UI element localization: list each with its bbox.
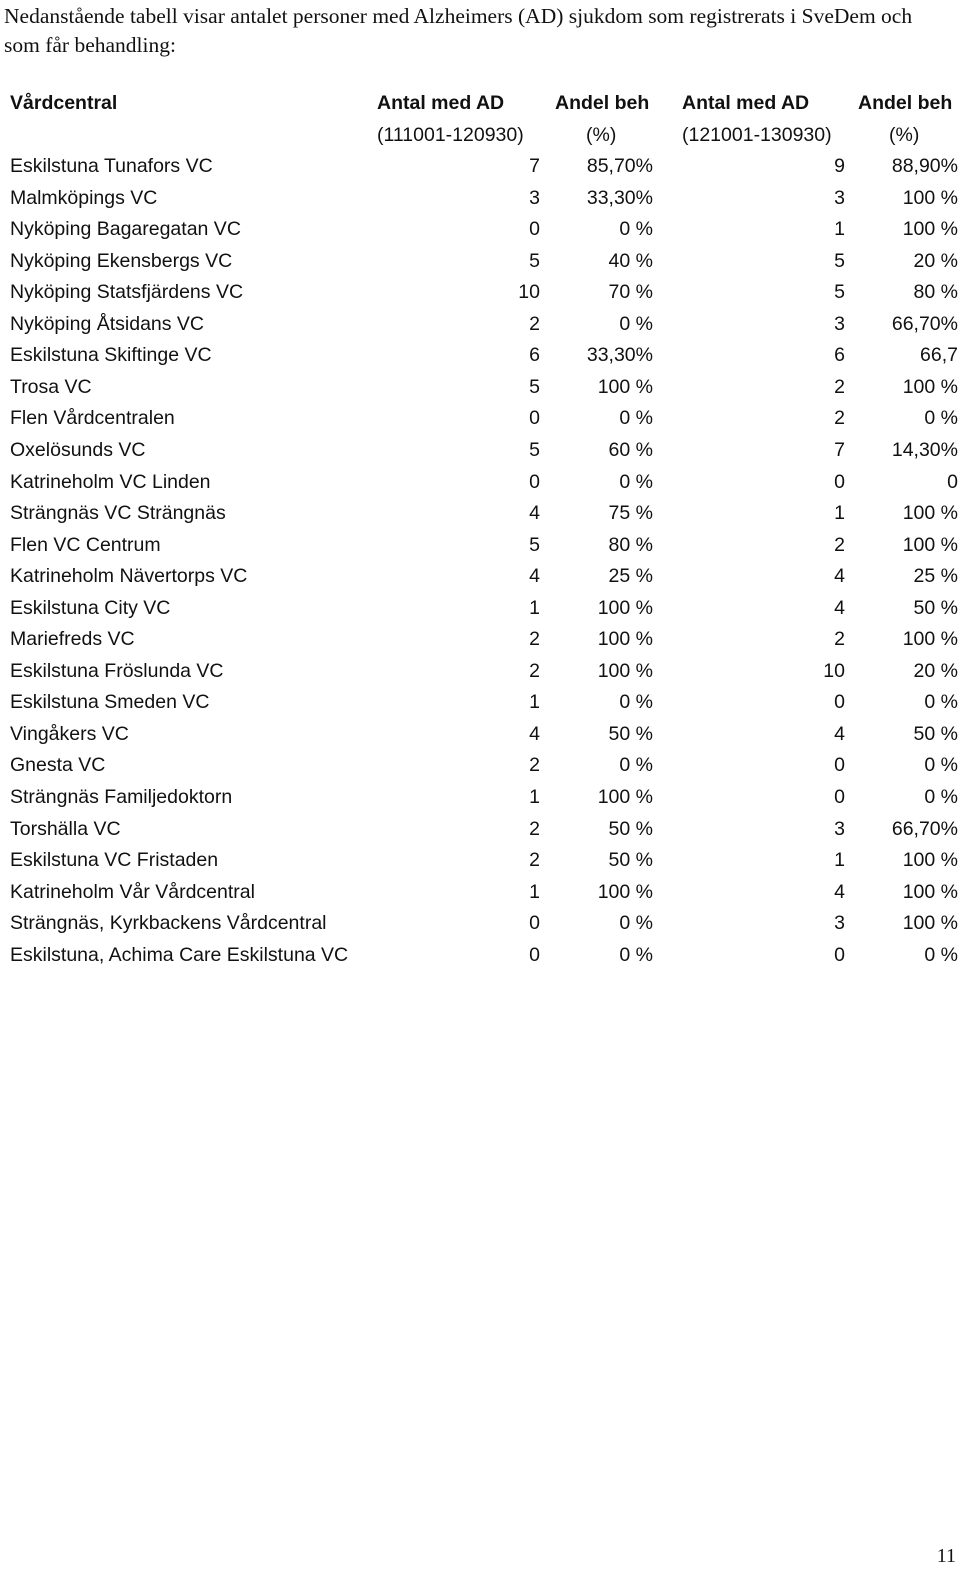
table-row (0, 151, 960, 183)
cell-antal-period-2: 4 (834, 880, 845, 903)
cell-antal-period-1: 4 (529, 565, 540, 588)
cell-andel-period-1: 0 % (619, 943, 653, 966)
cell-antal-period-1: 7 (529, 155, 540, 178)
table-row (0, 277, 960, 309)
table-row (0, 750, 960, 782)
cell-andel-period-2: 0 % (924, 691, 958, 714)
table-row (0, 845, 960, 877)
cell-antal-period-1: 0 (529, 218, 540, 241)
table-row (0, 561, 960, 593)
cell-vardcentral: Gnesta VC (10, 754, 106, 777)
cell-andel-period-1: 100 % (597, 659, 653, 682)
cell-antal-period-1: 5 (529, 375, 540, 398)
cell-andel-period-2: 0 % (924, 943, 958, 966)
cell-andel-period-2: 100 % (902, 218, 958, 241)
cell-vardcentral: Trosa VC (10, 375, 92, 398)
cell-andel-period-1: 60 % (608, 439, 653, 462)
cell-antal-period-2: 1 (834, 218, 845, 241)
cell-antal-period-2: 7 (834, 439, 845, 462)
cell-antal-period-1: 10 (518, 281, 540, 304)
cell-antal-period-2: 0 (834, 691, 845, 714)
cell-antal-period-1: 1 (529, 691, 540, 714)
subheader-period-2: (121001-130930) (682, 123, 832, 146)
cell-vardcentral: Nyköping Åtsidans VC (10, 312, 205, 335)
cell-andel-period-2: 80 % (913, 281, 958, 304)
cell-andel-period-1: 0 % (619, 470, 653, 493)
cell-antal-period-1: 1 (529, 786, 540, 809)
header-antal-period-2: Antal med AD (682, 92, 810, 114)
header-vardcentral: Vårdcentral (10, 92, 118, 114)
cell-andel-period-2: 88,90% (891, 155, 958, 178)
cell-antal-period-2: 5 (834, 249, 845, 272)
header-antal-period-1: Antal med AD (377, 92, 505, 114)
table-row (0, 656, 960, 688)
cell-antal-period-2: 4 (834, 565, 845, 588)
cell-andel-period-1: 80 % (608, 533, 653, 556)
cell-antal-period-2: 1 (834, 849, 845, 872)
cell-antal-period-1: 5 (529, 439, 540, 462)
table-row (0, 214, 960, 246)
cell-andel-period-1: 0 % (619, 407, 653, 430)
cell-andel-period-1: 50 % (608, 722, 653, 745)
cell-andel-period-1: 33,30% (586, 186, 653, 209)
cell-andel-period-1: 70 % (608, 281, 653, 304)
cell-vardcentral: Strängnäs Familjedoktorn (10, 786, 233, 809)
cell-vardcentral: Eskilstuna VC Fristaden (10, 849, 219, 872)
cell-antal-period-1: 1 (529, 596, 540, 619)
cell-andel-period-2: 100 % (902, 849, 958, 872)
cell-andel-period-1: 33,30% (586, 344, 653, 367)
table-body (0, 151, 960, 971)
table-subheader-row (0, 120, 960, 152)
cell-vardcentral: Eskilstuna, Achima Care Eskilstuna VC (10, 943, 349, 966)
cell-vardcentral: Flen VC Centrum (10, 533, 161, 556)
cell-andel-period-2: 100 % (902, 186, 958, 209)
cell-vardcentral: Katrineholm Vår Vårdcentral (10, 880, 255, 903)
cell-andel-period-1: 50 % (608, 849, 653, 872)
cell-antal-period-2: 2 (834, 375, 845, 398)
cell-andel-period-2: 50 % (913, 722, 958, 745)
table-row (0, 814, 960, 846)
table-row (0, 530, 960, 562)
cell-antal-period-1: 4 (529, 722, 540, 745)
cell-andel-period-1: 0 % (619, 312, 653, 335)
cell-vardcentral: Flen Vårdcentralen (10, 407, 175, 430)
cell-antal-period-2: 4 (834, 596, 845, 619)
cell-antal-period-1: 0 (529, 407, 540, 430)
table-row (0, 940, 960, 972)
cell-vardcentral: Katrineholm Nävertorps VC (10, 565, 248, 588)
cell-antal-period-1: 0 (529, 470, 540, 493)
cell-vardcentral: Eskilstuna City VC (10, 596, 171, 619)
table-row (0, 246, 960, 278)
cell-andel-period-1: 100 % (597, 880, 653, 903)
table-row (0, 183, 960, 215)
cell-antal-period-1: 3 (529, 186, 540, 209)
cell-andel-period-2: 0 % (924, 786, 958, 809)
cell-andel-period-1: 75 % (608, 502, 653, 525)
cell-andel-period-2: 100 % (902, 880, 958, 903)
cell-antal-period-2: 5 (834, 281, 845, 304)
cell-vardcentral: Strängnäs, Kyrkbackens Vårdcentral (10, 912, 327, 935)
cell-antal-period-1: 2 (529, 628, 540, 651)
subheader-percent-1: (%) (586, 123, 617, 146)
cell-vardcentral: Eskilstuna Fröslunda VC (10, 659, 224, 682)
cell-andel-period-1: 85,70% (586, 155, 653, 178)
cell-antal-period-1: 0 (529, 943, 540, 966)
cell-andel-period-2: 100 % (902, 502, 958, 525)
header-andel-period-1: Andel beh (555, 92, 650, 114)
cell-vardcentral: Eskilstuna Skiftinge VC (10, 344, 212, 367)
cell-antal-period-2: 2 (834, 628, 845, 651)
table-row (0, 498, 960, 530)
cell-antal-period-1: 2 (529, 754, 540, 777)
cell-antal-period-2: 6 (834, 344, 845, 367)
table-row (0, 403, 960, 435)
cell-andel-period-2: 100 % (902, 375, 958, 398)
cell-antal-period-2: 0 (834, 786, 845, 809)
table-row (0, 624, 960, 656)
cell-vardcentral: Nyköping Statsfjärdens VC (10, 281, 244, 304)
cell-antal-period-1: 4 (529, 502, 540, 525)
cell-antal-period-2: 4 (834, 722, 845, 745)
table-row (0, 687, 960, 719)
page-number: 11 (936, 1545, 956, 1567)
cell-andel-period-2: 66,70% (891, 817, 958, 840)
cell-antal-period-1: 2 (529, 849, 540, 872)
cell-andel-period-1: 0 % (619, 218, 653, 241)
cell-andel-period-1: 100 % (597, 628, 653, 651)
table-row (0, 719, 960, 751)
cell-andel-period-2: 66,7 (920, 344, 958, 367)
cell-antal-period-2: 0 (834, 943, 845, 966)
cell-antal-period-1: 0 (529, 912, 540, 935)
cell-andel-period-1: 0 % (619, 691, 653, 714)
cell-andel-period-2: 100 % (902, 628, 958, 651)
table-row (0, 340, 960, 372)
cell-antal-period-1: 5 (529, 533, 540, 556)
table-row (0, 309, 960, 341)
subheader-percent-2: (%) (889, 123, 920, 146)
cell-andel-period-1: 100 % (597, 786, 653, 809)
cell-antal-period-2: 0 (834, 754, 845, 777)
cell-andel-period-2: 25 % (913, 565, 958, 588)
cell-andel-period-2: 20 % (913, 249, 958, 272)
table-row (0, 435, 960, 467)
cell-andel-period-1: 0 % (619, 912, 653, 935)
cell-vardcentral: Nyköping Bagaregatan VC (10, 218, 241, 241)
cell-andel-period-2: 20 % (913, 659, 958, 682)
cell-antal-period-2: 9 (834, 155, 845, 178)
cell-andel-period-1: 40 % (608, 249, 653, 272)
cell-vardcentral: Nyköping Ekensbergs VC (10, 249, 233, 272)
cell-antal-period-2: 1 (834, 502, 845, 525)
cell-antal-period-1: 6 (529, 344, 540, 367)
cell-antal-period-2: 3 (834, 312, 845, 335)
cell-vardcentral: Strängnäs VC Strängnäs (10, 502, 226, 525)
table-row (0, 877, 960, 909)
cell-antal-period-2: 2 (834, 533, 845, 556)
cell-antal-period-2: 0 (834, 470, 845, 493)
cell-andel-period-1: 0 % (619, 754, 653, 777)
header-andel-period-2: Andel beh (858, 92, 953, 114)
cell-antal-period-2: 3 (834, 817, 845, 840)
table-header-row (0, 88, 960, 120)
cell-antal-period-1: 1 (529, 880, 540, 903)
cell-antal-period-2: 2 (834, 407, 845, 430)
cell-antal-period-1: 2 (529, 312, 540, 335)
cell-andel-period-2: 100 % (902, 912, 958, 935)
cell-antal-period-1: 2 (529, 817, 540, 840)
cell-andel-period-1: 100 % (597, 375, 653, 398)
cell-andel-period-2: 50 % (913, 596, 958, 619)
table-row (0, 372, 960, 404)
cell-andel-period-2: 14,30% (891, 439, 958, 462)
cell-antal-period-2: 3 (834, 912, 845, 935)
cell-andel-period-2: 0 % (924, 407, 958, 430)
cell-vardcentral: Mariefreds VC (10, 628, 135, 651)
cell-andel-period-2: 66,70% (891, 312, 958, 335)
cell-andel-period-2: 0 (947, 470, 958, 493)
intro-text: Nedanstående tabell visar antalet personer med Alzheimers (AD) sjukdom som registrerats i SveDem och som får behandling: (4, 4, 913, 57)
cell-vardcentral: Eskilstuna Smeden VC (10, 691, 210, 714)
cell-vardcentral: Malmköpings VC (10, 186, 158, 209)
table-row (0, 908, 960, 940)
cell-andel-period-1: 100 % (597, 596, 653, 619)
table-row (0, 467, 960, 499)
cell-vardcentral: Vingåkers VC (10, 722, 129, 745)
cell-andel-period-2: 100 % (902, 533, 958, 556)
table-row (0, 593, 960, 625)
cell-andel-period-1: 50 % (608, 817, 653, 840)
cell-andel-period-2: 0 % (924, 754, 958, 777)
cell-vardcentral: Torshälla VC (10, 817, 121, 840)
cell-antal-period-2: 10 (823, 659, 845, 682)
subheader-period-1: (111001-120930) (377, 123, 524, 146)
treatment-table (0, 88, 960, 971)
cell-vardcentral: Eskilstuna Tunafors VC (10, 155, 213, 178)
cell-vardcentral: Oxelösunds VC (10, 439, 146, 462)
cell-antal-period-1: 5 (529, 249, 540, 272)
cell-andel-period-1: 25 % (608, 565, 653, 588)
table-row (0, 782, 960, 814)
cell-vardcentral: Katrineholm VC Linden (10, 470, 211, 493)
cell-antal-period-1: 2 (529, 659, 540, 682)
cell-antal-period-2: 3 (834, 186, 845, 209)
